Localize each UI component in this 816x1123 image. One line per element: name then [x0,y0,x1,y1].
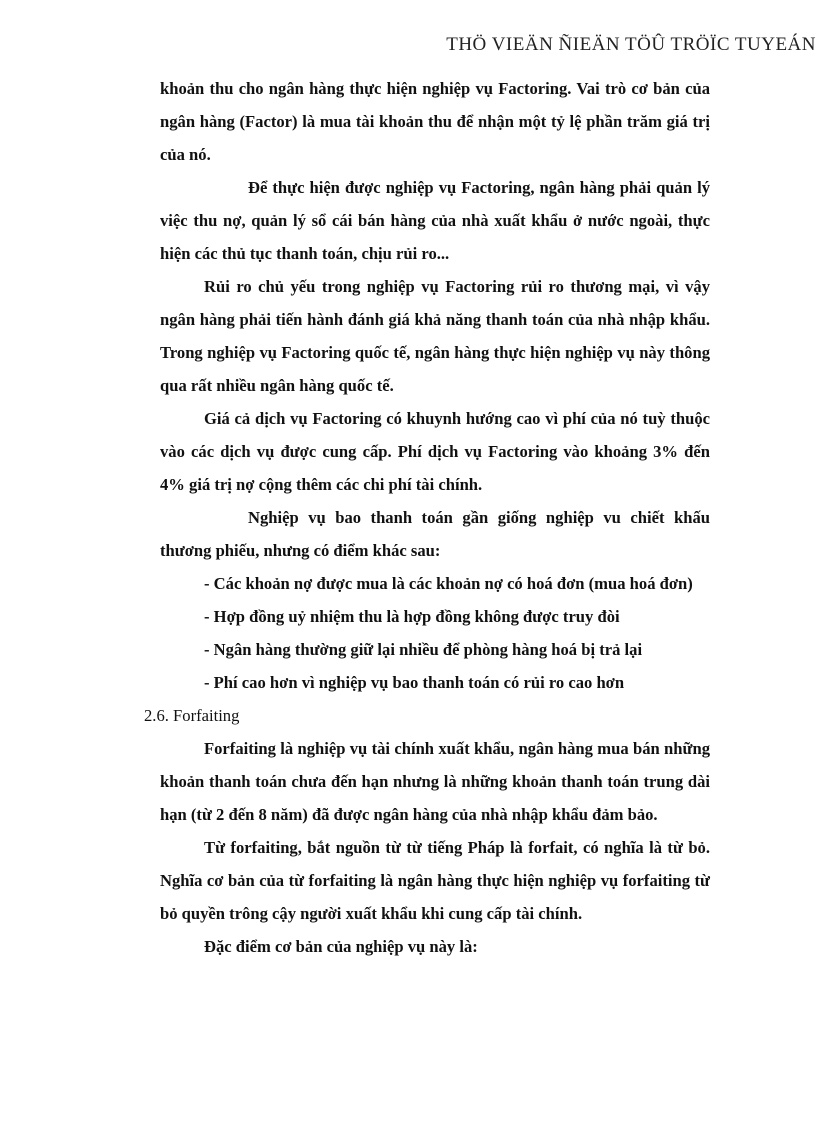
paragraph: Đặc điểm cơ bản của nghiệp vụ này là: [204,937,478,956]
list-item: - Ngân hàng thường giữ lại nhiều để phòng hàng hoá bị trả lại [204,640,643,659]
paragraph: Để thực hiện được nghiệp vụ Factoring, ngân hàng phải quản lý việc thu nợ, quản lý sổ cái bán hàng của nhà xuất khẩu ở nước ngoài, thực hiện các thủ tục thanh toán, chịu rủi ro... [160,178,710,263]
paragraph: Nghiệp vụ bao thanh toán gần giống nghiệp vu chiết khấu thương phiếu, nhưng có điểm khác sau: [160,508,710,560]
section-heading: 2.6. Forfaiting [144,706,240,725]
paragraph: khoản thu cho ngân hàng thực hiện nghiệp vụ Factoring. Vai trò cơ bản của ngân hàng (Factor) là mua tài khoản thu để nhận một tỷ lệ phần trăm giá trị của nó. [160,79,710,164]
paragraph: Giá cả dịch vụ Factoring có khuynh hướng cao vì phí của nó tuỳ thuộc vào các dịch vụ được cung cấp. Phí dịch vụ Factoring vào khoảng 3% đến 4% giá trị nợ cộng thêm các chi phí tài chính. [160,409,710,494]
list-item: - Hợp đồng uỷ nhiệm thu là hợp đồng không được truy đòi [204,607,620,626]
page-header: THÖ VIEÄN ÑIEÄN TÖÛ TRÖÏC TUYEÁN [446,34,816,55]
paragraph: Rủi ro chủ yếu trong nghiệp vụ Factoring rủi ro thương mại, vì vậy ngân hàng phải tiến hành đánh giá khả năng thanh toán của nhà nhập khẩu. Trong nghiệp vụ Factoring quốc tế, ngân hàng thực hiện nghiệp vụ này thông qua rất nhiều ngân hàng quốc tế. [160,277,710,395]
list-item: - Các khoản nợ được mua là các khoản nợ có hoá đơn (mua hoá đơn) [204,574,693,593]
list-item: - Phí cao hơn vì nghiệp vụ bao thanh toán có rủi ro cao hơn [204,673,625,692]
paragraph: Forfaiting là nghiệp vụ tài chính xuất khẩu, ngân hàng mua bán những khoản thanh toán chưa đến hạn nhưng là những khoản thanh toán trung dài hạn (từ 2 đến 8 năm) đã được ngân hàng của nhà nhập khẩu đảm bảo. [160,739,710,824]
paragraph: Từ forfaiting, bắt nguồn từ từ tiếng Pháp là forfait, có nghĩa là từ bỏ. Nghĩa cơ bản của từ forfaiting là ngân hàng thực hiện nghiệp vụ forfaiting từ bỏ quyền trông cậy người xuất khẩu khi cung cấp tài chính. [160,838,710,923]
document-body [144,72,710,963]
